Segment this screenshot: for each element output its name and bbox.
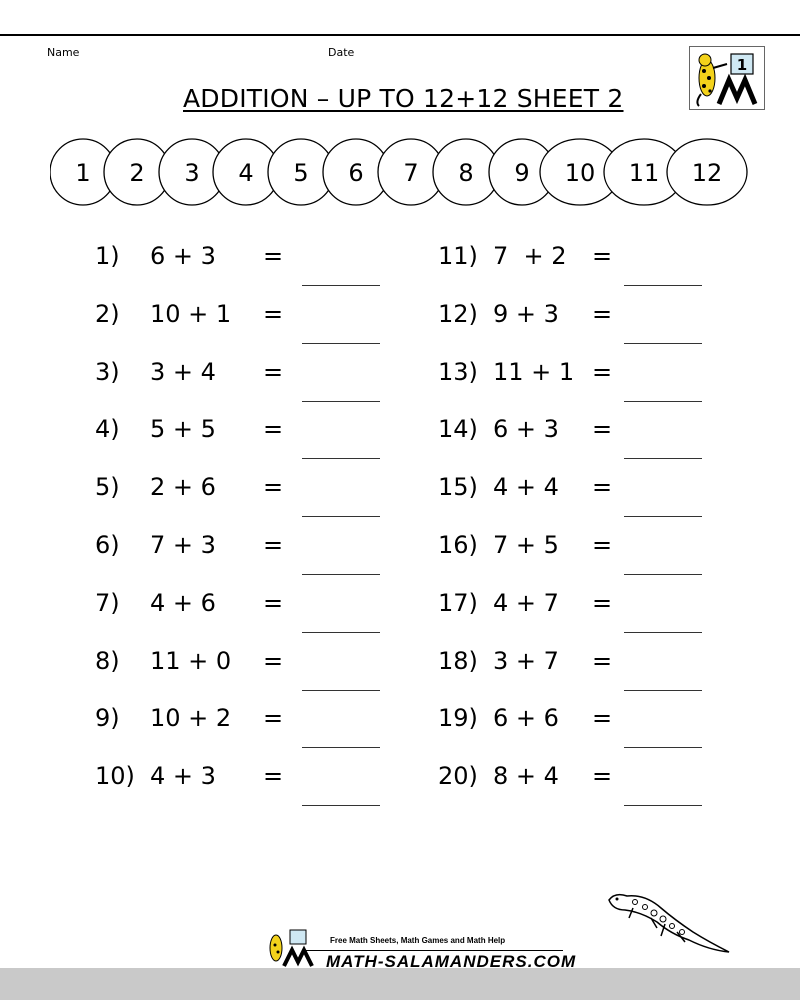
equals-sign: = (263, 588, 284, 617)
problem-row (438, 704, 728, 744)
answer-line[interactable] (624, 458, 702, 459)
number-label: 1 (75, 159, 91, 187)
problem-expression: 11 + 0 (150, 646, 232, 675)
problem-number: 14) (438, 415, 478, 444)
problem-row (95, 473, 385, 513)
answer-line[interactable] (624, 285, 702, 286)
equals-sign: = (263, 357, 284, 386)
math-salamanders-logo (689, 46, 765, 114)
answer-line[interactable] (302, 285, 380, 286)
equals-sign: = (263, 299, 284, 328)
problem-expression: 4 + 6 (150, 588, 216, 617)
problem-row (438, 358, 728, 398)
problem-expression: 11 + 1 (493, 357, 575, 386)
problem-number: 19) (438, 704, 478, 733)
answer-line[interactable] (302, 458, 380, 459)
problem-expression: 6 + 3 (493, 415, 559, 444)
problem-number: 12) (438, 299, 478, 328)
problem-expression: 9 + 3 (493, 299, 559, 328)
problem-expression: 7 + 3 (150, 531, 216, 559)
problem-number: 1) (95, 242, 120, 270)
answer-line[interactable] (302, 747, 380, 748)
problem-row (95, 589, 385, 629)
equals-sign: = (263, 242, 284, 270)
problem-number: 10) (95, 762, 135, 791)
problem-row (438, 242, 728, 282)
number-label: 10 (564, 159, 596, 187)
answer-line[interactable] (302, 574, 380, 575)
problem-number: 3) (95, 357, 120, 386)
equals-sign: = (592, 415, 613, 444)
problem-number: 9) (95, 704, 120, 733)
problem-row (438, 415, 728, 455)
problem-row (95, 300, 385, 340)
problem-expression: 4 + 3 (150, 762, 216, 791)
problem-number: 2) (95, 299, 120, 328)
problem-row (438, 647, 728, 687)
problem-row (438, 531, 728, 571)
problem-expression: 4 + 4 (493, 473, 559, 502)
problem-row (95, 704, 385, 744)
number-label: 3 (184, 159, 200, 187)
problem-row (95, 242, 385, 282)
problem-row (95, 358, 385, 398)
answer-line[interactable] (302, 632, 380, 633)
number-label: 2 (129, 159, 145, 187)
problem-number: 20) (438, 762, 478, 791)
equals-sign: = (263, 646, 284, 675)
problem-row (438, 300, 728, 340)
equals-sign: = (263, 473, 284, 502)
answer-line[interactable] (302, 343, 380, 344)
number-label: 7 (403, 159, 419, 187)
problem-row (95, 531, 385, 571)
problem-expression: 10 + 2 (150, 704, 232, 733)
problem-row (438, 589, 728, 629)
problem-row (95, 415, 385, 455)
equals-sign: = (592, 299, 613, 328)
number-line (50, 136, 752, 212)
problem-row (95, 647, 385, 687)
equals-sign: = (592, 357, 613, 386)
equals-sign: = (263, 531, 284, 559)
problem-expression: 7 + 2 (493, 242, 567, 270)
answer-line[interactable] (624, 343, 702, 344)
footer-band (0, 968, 800, 1000)
name-label: Name (47, 46, 80, 59)
answer-line[interactable] (624, 401, 702, 402)
number-label: 11 (628, 159, 660, 187)
salamander-illustration (605, 888, 733, 964)
equals-sign: = (592, 704, 613, 733)
answer-line[interactable] (624, 805, 702, 806)
logo-badge-number: 1 (736, 56, 748, 74)
equals-sign: = (263, 415, 284, 444)
problem-expression: 7 + 5 (493, 531, 559, 559)
equals-sign: = (592, 762, 613, 791)
problem-expression: 6 + 6 (493, 704, 559, 733)
answer-line[interactable] (624, 632, 702, 633)
problem-number: 7) (95, 588, 120, 617)
problem-number: 18) (438, 646, 478, 675)
equals-sign: = (592, 588, 613, 617)
footer-tagline: Free Math Sheets, Math Games and Math Help (330, 936, 506, 945)
number-label: 12 (691, 159, 723, 187)
problem-number: 6) (95, 531, 120, 559)
answer-line[interactable] (624, 574, 702, 575)
answer-line[interactable] (302, 805, 380, 806)
footer-rule (305, 950, 563, 951)
footer-brand: MATH-SALAMANDERS.COM (326, 952, 577, 971)
equals-sign: = (263, 762, 284, 791)
problem-row (95, 762, 385, 802)
problem-number: 15) (438, 473, 478, 502)
worksheet-title: ADDITION – UP TO 12+12 SHEET 2 (183, 84, 624, 113)
problem-number: 8) (95, 646, 120, 675)
number-label: 9 (514, 159, 530, 187)
problem-expression: 4 + 7 (493, 588, 559, 617)
problem-row (438, 762, 728, 802)
answer-line[interactable] (624, 747, 702, 748)
problem-expression: 6 + 3 (150, 242, 216, 270)
problem-expression: 3 + 7 (493, 646, 559, 675)
equals-sign: = (592, 646, 613, 675)
problem-expression: 8 + 4 (493, 762, 559, 791)
date-label: Date (328, 46, 355, 59)
number-label: 5 (293, 159, 309, 187)
problem-number: 5) (95, 473, 120, 502)
answer-line[interactable] (302, 401, 380, 402)
problem-expression: 2 + 6 (150, 473, 216, 502)
problem-number: 16) (438, 531, 478, 559)
problem-number: 17) (438, 588, 478, 617)
answer-line[interactable] (302, 690, 380, 691)
problem-row (438, 473, 728, 513)
answer-line[interactable] (624, 690, 702, 691)
equals-sign: = (263, 704, 284, 733)
problem-number: 13) (438, 357, 478, 386)
problem-expression: 5 + 5 (150, 415, 216, 444)
header-rule (0, 34, 800, 36)
number-label: 4 (238, 159, 254, 187)
number-label: 6 (348, 159, 364, 187)
problem-number: 11) (438, 242, 478, 270)
problem-expression: 10 + 1 (150, 299, 232, 328)
answer-line[interactable] (624, 516, 702, 517)
answer-line[interactable] (302, 516, 380, 517)
equals-sign: = (592, 531, 613, 559)
equals-sign: = (592, 473, 613, 502)
number-label: 8 (458, 159, 474, 187)
equals-sign: = (592, 242, 613, 270)
problem-expression: 3 + 4 (150, 357, 216, 386)
problem-number: 4) (95, 415, 120, 444)
